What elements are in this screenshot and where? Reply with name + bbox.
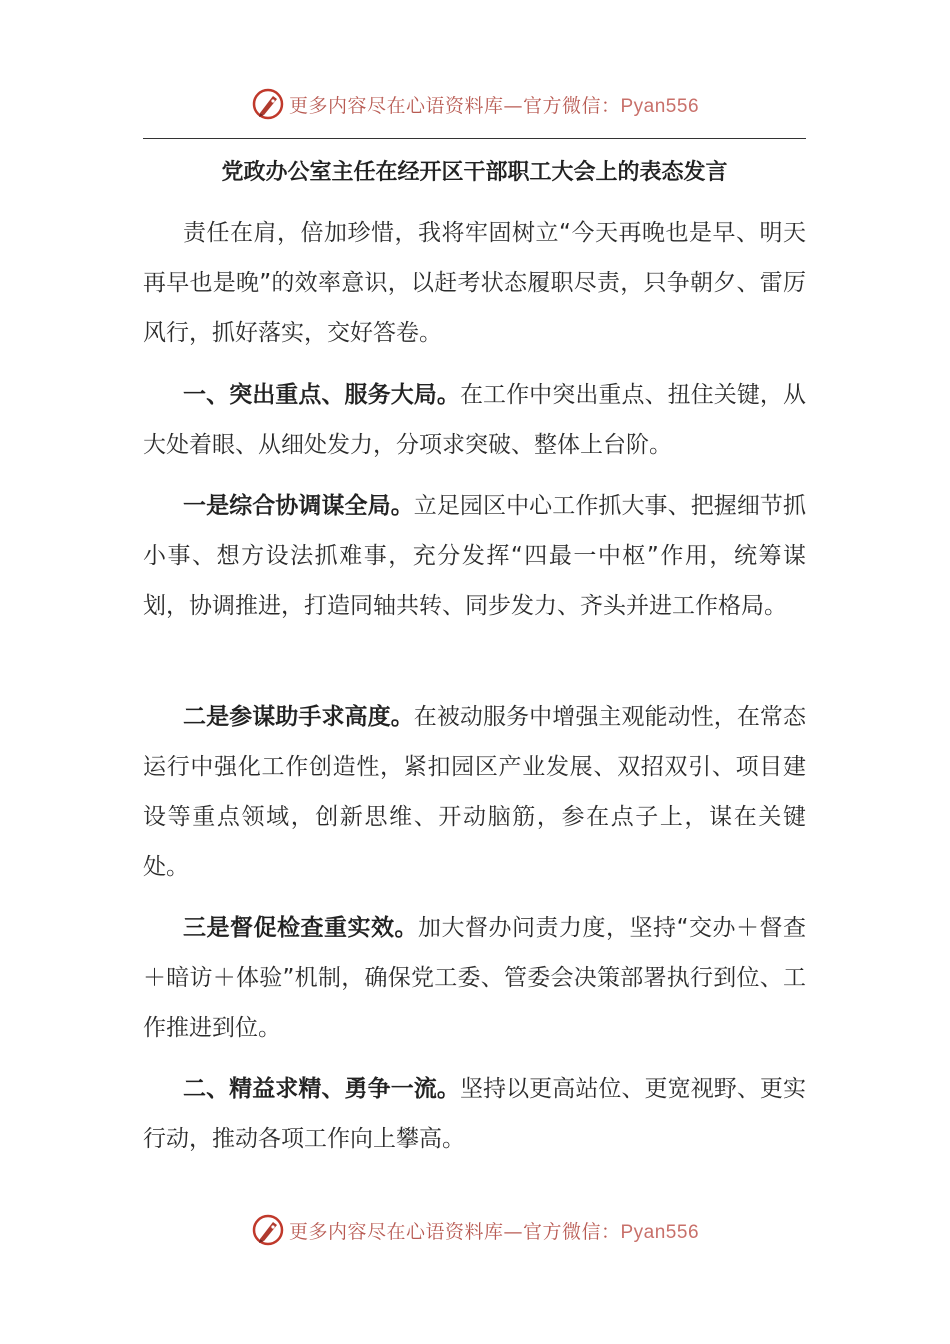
pen-nib-logo-icon [251,1213,285,1247]
paragraph-body: 责任在肩，倍加珍惜，我将牢固树立“今天再晚也是早、明天再早也是晚”的效率意识，以赶考状态履职尽责，只争朝夕、雷厉风行，抓好落实，交好答卷。 [143,220,806,346]
paragraph-body: 在工作中突出重点、扭住关键，从大处着眼、从细处发力，分项求突破、整体上台阶。 [143,382,807,458]
paragraph [143,481,806,631]
footer-banner [0,1210,950,1250]
document-title: 党政办公室主任在经开区干部职工大会上的表态发言 [221,160,728,185]
paragraph-lead: 一是综合协调谋全局。 [183,493,414,519]
paragraph-body: 坚持以更高站位、更宽视野、更实行动，推动各项工作向上攀高。 [143,1076,807,1152]
paragraph-body: 加大督办问责力度，坚持“交办＋督查＋暗访＋体验”机制，确保党工委、管委会决策部署执行到位、工作推进到位。 [143,915,806,1041]
header-banner [0,84,950,124]
paragraph [143,370,806,470]
banner-slogan: 更多内容尽在心语资料库—官方微信： [288,94,621,117]
paragraph-body: 立足园区中心工作抓大事、把握细节抓小事、想方设法抓难事，充分发挥“四最一中枢”作用，统筹谋划，协调推进，打造同轴共转、同步发力、齐头并进工作格局。 [143,493,807,619]
paragraph-lead: 三是督促检查重实效。 [183,915,419,941]
banner-text [289,1217,699,1244]
pen-nib-logo-icon [251,87,285,121]
banner-slogan: 更多内容尽在心语资料库—官方微信： [288,1220,621,1243]
paragraph-lead: 一、突出重点、服务大局。 [183,382,460,408]
paragraph [143,208,806,358]
paragraph-body: 在被动服务中增强主观能动性，在常态运行中强化工作创造性，紧扣园区产业发展、双招双引、项目建设等重点领域，创新思维、开动脑筋，参在点子上，谋在关键处。 [143,704,807,880]
header-divider [143,138,806,139]
paragraph [143,692,806,892]
banner-wechat-id: Pyan556 [620,95,700,117]
paragraph [143,903,806,1053]
paragraph-lead: 二是参谋助手求高度。 [183,704,414,730]
banner-wechat-id: Pyan556 [620,1221,700,1243]
paragraph-lead: 二、精益求精、勇争一流。 [183,1076,460,1102]
paragraph [143,1064,806,1164]
banner-text [289,91,699,118]
